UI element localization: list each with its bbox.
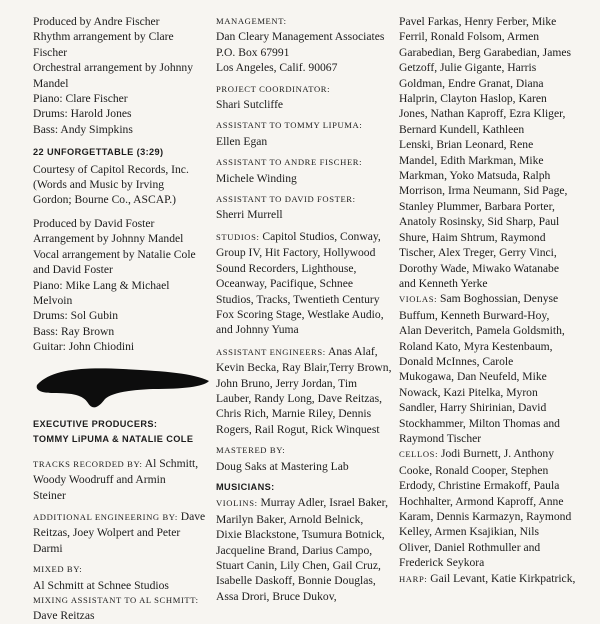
credit-line: Orchestral arrangement by Johnny [33, 61, 194, 75]
studios-line: and Johnny Yuma [216, 323, 299, 337]
violas-line: Mukogawa, Dan Neufeld, Mike [399, 370, 547, 384]
musicians-heading: MUSICIANS: [216, 481, 275, 492]
assistant-engineers-line: John Bruno, Jerry Jordan, Tim [216, 376, 358, 390]
violins-line: Stanley Plummer, Barbara Porter, [399, 199, 555, 213]
violas-line: Sandler, Harry Shirinian, David [399, 401, 547, 415]
violins-line: Goldman, Endre Granat, Diana [399, 76, 544, 90]
violins-line: Getzoff, Julie Gigante, Harris [399, 61, 537, 75]
credit-line: Arrangement by Johnny Mandel [33, 232, 184, 246]
harp-label: HARP: [399, 573, 428, 584]
violins-label: VIOLINS: [216, 498, 258, 509]
violins-line: Isabelle Daskoff, Bonnie Douglas, [216, 574, 376, 588]
courtesy-line: Courtesy of Capitol Records, Inc. [33, 162, 189, 176]
tracks-recorded-line: Steiner [33, 488, 66, 502]
violas-line: Stockhammer, Milton Thomas and [399, 416, 560, 430]
violins-line: Marilyn Baker, Arnold Belnick, [216, 512, 364, 526]
mixed-by-text: Al Schmitt at Schnee Studios [33, 578, 169, 592]
exec-producers-names: TOMMY LiPUMA & NATALIE COLE [33, 434, 194, 445]
credit-line: Bass: Andy Simpkins [33, 122, 133, 136]
violins-line: and Kenneth Yerke [399, 276, 488, 290]
violins-line: Halprin, Clayton Haslop, Karen [399, 92, 547, 106]
violas-line: Buffum, Kenneth Burward-Hoy, [399, 308, 550, 322]
cellos-line: Oliver, Daniel Rothmuller and [399, 540, 541, 554]
credits-column-2 [216, 14, 396, 604]
violins-line: Morrison, Irma Neumann, Sid Page, [399, 184, 568, 198]
violas-line: Donald McInnes, Carole [399, 354, 514, 368]
credit-line: Drums: Sol Gubin [33, 309, 119, 323]
management-label: MANAGEMENT: [216, 16, 287, 26]
violins-line: Dorothy Wade, Miwako Watanabe [399, 261, 559, 275]
harp-line [399, 571, 589, 587]
credit-line: Produced by Andre Fischer [33, 15, 160, 28]
credits-column-1 [33, 14, 213, 624]
management-line: P.O. Box 67991 [216, 45, 290, 59]
project-coordinator-text: Shari Sutcliffe [216, 98, 284, 112]
studios-line [216, 229, 396, 245]
credit-line: Piano: Mike Lang & Michael [33, 278, 170, 292]
violins-line: Shure, Haim Shtrum, Raymond [399, 230, 546, 244]
violins-line: Dixie Blackstone, Tsumura Botnick, [216, 528, 385, 542]
assistant-foster-text: Sherri Murrell [216, 208, 283, 222]
courtesy-line: Gordon; Bourne Co., ASCAP.) [33, 193, 177, 207]
assistant-fischer-label: ASSISTANT TO ANDRE FISCHER: [216, 157, 363, 168]
assistant-engineers-line: Kevin Becka, Ray Blair,Terry Brown, [216, 361, 392, 375]
credit-line: Guitar: John Chiodini [33, 340, 135, 354]
violas-label: VIOLAS: [399, 294, 438, 305]
violins-line: Markman, Yoko Matsuda, Ralph [399, 169, 551, 183]
cellos-line: Erdody, Christine Ermakoff, Paula [399, 479, 560, 493]
studios-text: Capitol Studios, Conway, [259, 229, 381, 243]
violins-line: Anatoly Rosinsky, Sid Sharp, Paul [399, 215, 560, 229]
tracks-recorded-line [33, 456, 213, 472]
assistant-lipuma-text: Ellen Egan [216, 134, 268, 148]
courtesy-line: (Words and Music by Irving [33, 178, 165, 192]
additional-engineering-label: ADDITIONAL ENGINEERING BY: [33, 511, 178, 522]
brush-stroke-shape [37, 368, 209, 407]
track-heading: 22 UNFORGETTABLE (3:29) [33, 147, 164, 158]
additional-engineering-line: Darmi [33, 541, 63, 555]
violins-line: Lenski, Brian Leonard, Rene [399, 138, 534, 152]
credit-line: Bass: Ray Brown [33, 324, 115, 338]
credit-line: Rhythm arrangement by Clare [33, 30, 174, 44]
cellos-label: CELLOS: [399, 449, 439, 460]
cellos-line: Cooke, Ronald Cooper, Stephen [399, 463, 549, 477]
cellos-line [399, 446, 589, 462]
violas-line: Roland Kato, Myra Kestenbaum, [399, 339, 553, 353]
credit-line: Melvoin [33, 293, 73, 307]
credit-line: Vocal arrangement by Natalie Cole [33, 247, 196, 261]
assistant-engineers-text: Anas Alaf, [325, 344, 378, 358]
brush-stroke-divider [33, 359, 213, 413]
credit-line: Drums: Harold Jones [33, 107, 132, 121]
violins-line: Pavel Farkas, Henry Ferber, Mike [399, 15, 557, 28]
violins-line: Tischer, Alex Treger, Gerry Vinci, [399, 246, 557, 260]
credit-line: and David Foster [33, 263, 113, 277]
credit-line: Mandel [33, 76, 69, 90]
violins-line: Assa Drori, Bruce Dukov, [216, 589, 337, 603]
tracks-recorded-line: Woody Woodruff and Armin [33, 473, 166, 487]
tracks-recorded-label: TRACKS RECORDED BY: [33, 458, 143, 469]
violas-text: Sam Boghossian, Denyse [437, 292, 559, 306]
assistant-engineers-label: ASSISTANT ENGINEERS: [216, 346, 326, 357]
violas-line: Alan Deveritch, Pamela Goldsmith, [399, 324, 565, 338]
violins-line: Garabedian, Berg Garabedian, James [399, 45, 572, 59]
studios-line: Sound Recorders, Lighthouse, [216, 261, 357, 275]
credits-block-fischer [33, 14, 213, 137]
violins-line: Jones, Nathan Kaproff, Ezra Kliger, [399, 107, 566, 121]
harp-text: Gail Levant, Katie Kirkpatrick, [427, 571, 576, 585]
violas-line [399, 291, 589, 307]
violins-line: Stuart Canin, Lily Chen, Gail Cruz, [216, 559, 381, 572]
assistant-engineers-line: Lauber, Randy Long, Dave Reitzas, [216, 391, 382, 405]
project-coordinator-label: PROJECT COORDINATOR: [216, 83, 331, 94]
cellos-line: Hochhalter, Armond Kaproff, Anne [399, 494, 564, 508]
cellos-line: Karam, Dennis Karmazyn, Raymond [399, 510, 572, 523]
mixing-assistant-text: Dave Reitzas [33, 609, 95, 623]
studios-line: Oceanway, Pacifique, Schnee [216, 277, 354, 291]
exec-producers-heading: EXECUTIVE PRODUCERS: [33, 418, 158, 429]
additional-engineering-line [33, 509, 213, 525]
assistant-engineers-line: Rogers, Rail Rogut, Rick Winquest [216, 422, 380, 436]
cellos-line: Frederick Seykora [399, 556, 485, 570]
assistant-engineers-line [216, 344, 396, 360]
additional-engineering-text: Dave [177, 509, 206, 523]
violins-line: Bernard Kundell, Kathleen [399, 122, 525, 136]
credit-line: Produced by David Foster [33, 216, 155, 230]
credit-line: Piano: Clare Fischer [33, 92, 128, 106]
cellos-line: Kelley, Armen Ksajikian, Nils [399, 525, 539, 539]
studios-label: STUDIOS: [216, 231, 260, 242]
studios-line: Fox Scoring Stage, Westlake Audio, [216, 307, 384, 321]
mastered-by-label: MASTERED BY: [216, 445, 286, 456]
assistant-fischer-text: Michele Winding [216, 171, 297, 185]
violins-line: Mandel, Edith Markman, Mike [399, 153, 544, 167]
credit-line: Fischer [33, 45, 68, 59]
mixed-by-label: MIXED BY: [33, 564, 83, 575]
violins-line: Jacqueline Brand, Darius Campo, [216, 543, 373, 557]
credits-column-3 [399, 14, 589, 587]
violins-continued [399, 14, 589, 291]
management-line: Los Angeles, Calif. 90067 [216, 61, 338, 75]
mastered-by-text: Doug Saks at Mastering Lab [216, 459, 349, 473]
credits-block-foster [33, 216, 213, 355]
mixing-assistant-label: MIXING ASSISTANT TO AL SCHMITT: [33, 595, 199, 605]
assistant-engineers-line: Chris Rich, Marnie Riley, Dennis [216, 407, 372, 421]
management-line: Dan Cleary Management Associates [216, 30, 385, 44]
studios-line: Studios, Tracks, Twentieth Century [216, 292, 380, 306]
violins-line: Ferril, Ronald Folsom, Armen [399, 30, 540, 44]
studios-line: Group IV, Hit Factory, Hollywood [216, 246, 376, 260]
violas-line: Raymond Tischer [399, 431, 482, 445]
violins-line [216, 495, 396, 511]
assistant-foster-label: ASSISTANT TO DAVID FOSTER: [216, 194, 356, 205]
tracks-recorded-text: Al Schmitt, [142, 456, 199, 470]
violins-text: Murray Adler, Israel Baker, [257, 496, 388, 510]
assistant-lipuma-label: ASSISTANT TO TOMMY LIPUMA: [216, 120, 363, 131]
violas-line: Nowack, Kazi Pitelka, Myron [399, 385, 538, 399]
additional-engineering-line: Reitzas, Joey Wolpert and Peter [33, 526, 181, 540]
cellos-text: Jodi Burnett, J. Anthony [438, 447, 555, 461]
